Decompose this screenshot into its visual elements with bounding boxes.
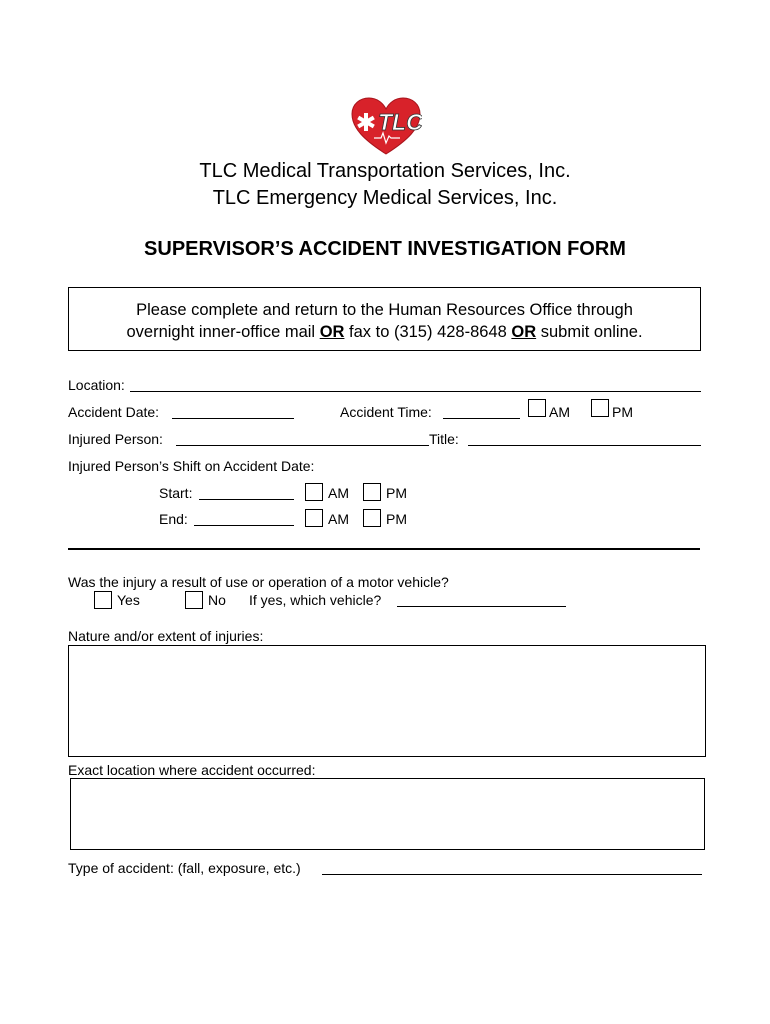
- shift-end-pm-checkbox[interactable]: [363, 509, 381, 527]
- section-divider: [68, 548, 700, 550]
- exact-location-label: Exact location where accident occurred:: [68, 762, 316, 778]
- shift-heading: Injured Person’s Shift on Accident Date:: [68, 458, 315, 474]
- shift-start-pm-checkbox[interactable]: [363, 483, 381, 501]
- accident-time-label: Accident Time:: [340, 404, 432, 420]
- accident-date-field[interactable]: [172, 418, 294, 419]
- heart-star-of-life-icon: [350, 96, 422, 156]
- company-logo: [350, 96, 422, 156]
- shift-start-field[interactable]: [199, 499, 294, 500]
- shift-end-field[interactable]: [194, 525, 294, 526]
- shift-start-am-label: AM: [328, 485, 349, 501]
- vehicle-yes-checkbox[interactable]: [94, 591, 112, 609]
- injured-person-field[interactable]: [176, 445, 429, 446]
- instructions-text-b: fax to (315) 428-8648: [344, 323, 512, 341]
- or-emphasis-1: OR: [319, 323, 345, 341]
- accident-date-label: Accident Date:: [68, 404, 160, 420]
- accident-time-pm-checkbox[interactable]: [591, 399, 609, 417]
- vehicle-question: Was the injury a result of use or operation of a motor vehicle?: [68, 574, 449, 590]
- exact-location-textarea[interactable]: [70, 778, 705, 850]
- form-title: SUPERVISOR’S ACCIDENT INVESTIGATION FORM: [144, 238, 626, 260]
- injured-person-label: Injured Person:: [68, 431, 163, 447]
- which-vehicle-field[interactable]: [397, 606, 566, 607]
- accident-time-am-checkbox[interactable]: [528, 399, 546, 417]
- instructions-text-c: submit online.: [536, 323, 643, 341]
- or-emphasis-2: OR: [511, 323, 537, 341]
- shift-start-pm-label: PM: [386, 485, 407, 501]
- instructions-text-a: overnight inner-office mail: [126, 323, 320, 341]
- instructions-box: [68, 287, 701, 351]
- vehicle-yes-label: Yes: [117, 592, 140, 608]
- shift-end-pm-label: PM: [386, 511, 407, 527]
- instructions-line-1: Please complete and return to the Human Resources Office through: [136, 301, 633, 319]
- shift-end-am-checkbox[interactable]: [305, 509, 323, 527]
- instructions-line-2: [69, 321, 700, 343]
- location-label: Location:: [68, 377, 125, 393]
- injuries-textarea[interactable]: [68, 645, 706, 757]
- accident-type-field[interactable]: [322, 874, 702, 875]
- vehicle-no-label: No: [208, 592, 226, 608]
- logo-text: TLC: [378, 109, 422, 135]
- title-label: Title:: [429, 431, 459, 447]
- injuries-label: Nature and/or extent of injuries:: [68, 628, 264, 644]
- which-vehicle-label: If yes, which vehicle?: [249, 592, 382, 608]
- company-name-1: TLC Medical Transportation Services, Inc.: [199, 160, 571, 182]
- shift-end-am-label: AM: [328, 511, 349, 527]
- accident-type-label: Type of accident: (fall, exposure, etc.): [68, 860, 301, 876]
- accident-time-field[interactable]: [443, 418, 520, 419]
- accident-time-pm-label: PM: [612, 404, 633, 420]
- shift-start-label: Start:: [159, 485, 193, 501]
- company-name-2: TLC Emergency Medical Services, Inc.: [212, 187, 558, 209]
- shift-start-am-checkbox[interactable]: [305, 483, 323, 501]
- accident-time-am-label: AM: [549, 404, 570, 420]
- title-field[interactable]: [468, 445, 701, 446]
- location-field[interactable]: [130, 391, 701, 392]
- shift-end-label: End:: [159, 511, 188, 527]
- vehicle-no-checkbox[interactable]: [185, 591, 203, 609]
